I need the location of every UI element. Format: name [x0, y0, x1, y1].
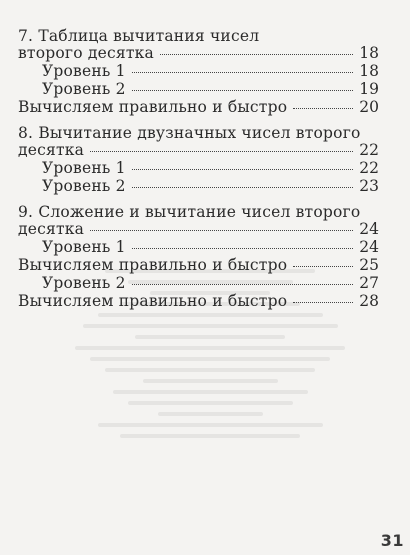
toc-entry-label: Уровень 1: [42, 159, 126, 177]
leader-dots: [293, 107, 353, 109]
toc-entry-s9-level-2: [42, 274, 379, 294]
toc-section-7-title-text: 7. Таблица вычитания чисел: [18, 27, 260, 45]
toc-entry-s9-calc-2: [18, 292, 379, 312]
toc-entry-label: Вычисляем правильно и быстро: [18, 98, 288, 116]
toc-entry-s8-ten: [18, 141, 379, 161]
toc-entry-label: Вычисляем правильно и быстро: [18, 292, 288, 310]
leader-dots: [90, 150, 353, 152]
toc-entry-page: 22: [359, 141, 379, 159]
toc-entry-label: десятка: [18, 220, 85, 238]
toc-entry-page: 24: [359, 238, 379, 256]
toc-entry-page: 18: [359, 62, 379, 80]
leader-dots: [132, 168, 354, 170]
toc-entry-page: 25: [359, 256, 379, 274]
toc-entry-page: 18: [359, 44, 379, 62]
toc-entry-label: десятка: [18, 141, 85, 159]
toc-entry-s7-level-1: [42, 62, 379, 82]
leader-dots: [132, 89, 354, 91]
toc-section-8-title-text: 8. Вычитание двузначных чисел второго: [18, 124, 361, 142]
toc-entry-s8-level-2: [42, 177, 379, 197]
toc-entry-s9-ten: [18, 220, 379, 240]
toc-entry-label: Уровень 2: [42, 177, 126, 195]
leader-dots: [90, 229, 353, 231]
toc-entry-label: второго десятка: [18, 44, 154, 62]
leader-dots: [293, 301, 353, 303]
toc-entry-s8-level-1: [42, 159, 379, 179]
toc-entry-label: Вычисляем правильно и быстро: [18, 256, 288, 274]
toc-entry-s7-level-2: [42, 80, 379, 100]
toc-entry-label: Уровень 1: [42, 238, 126, 256]
leader-dots: [132, 247, 354, 249]
toc-entry-page: 28: [359, 292, 379, 310]
leader-dots: [293, 265, 353, 267]
toc-entry-page: 19: [359, 80, 379, 98]
leader-dots: [160, 53, 353, 55]
toc-entry-label: Уровень 2: [42, 80, 126, 98]
toc-section-9-title-text: 9. Сложение и вычитание чисел второго: [18, 203, 361, 221]
toc-entry-page: 24: [359, 220, 379, 238]
toc-entry-label: Уровень 2: [42, 274, 126, 292]
toc-entry-page: 27: [359, 274, 379, 292]
toc-entry-label: Уровень 1: [42, 62, 126, 80]
toc-entry-page: 23: [359, 177, 379, 195]
toc-entry-page: 20: [359, 98, 379, 116]
toc-entry-s9-level-1: [42, 238, 379, 258]
toc-entry-s7-calc: [18, 98, 379, 118]
leader-dots: [132, 186, 354, 188]
toc-entry-s7-second-ten: [18, 44, 379, 64]
toc-entry-page: 22: [359, 159, 379, 177]
leader-dots: [132, 71, 354, 73]
leader-dots: [132, 283, 354, 285]
toc-entry-s9-calc-1: [18, 256, 379, 276]
page-number: 31: [380, 531, 404, 550]
